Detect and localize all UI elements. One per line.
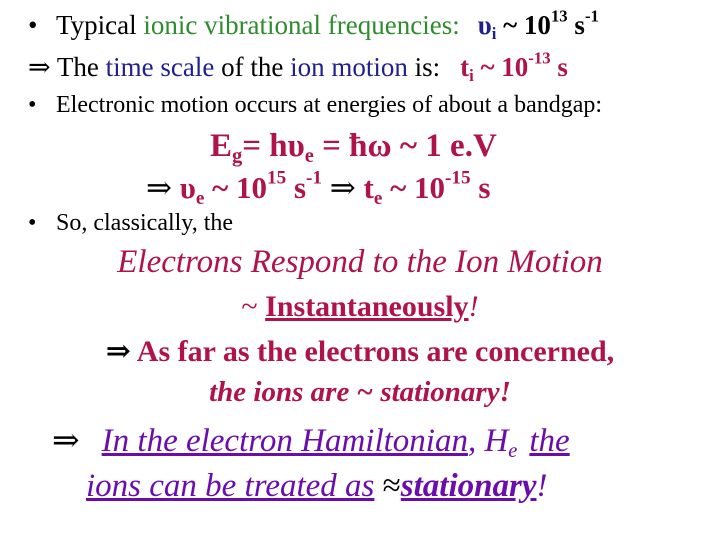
h-e-symbol: $H_e$ xyxy=(484,423,518,463)
implies-arrow: ⇒ xyxy=(105,335,131,368)
electrons-respond-heading: Electrons Respond to the Ion Motion xyxy=(117,244,603,280)
line4-text: So, classically, the xyxy=(56,210,234,236)
approx-symbol: ≈ xyxy=(382,468,401,504)
line3-text: Electronic motion occurs at energies of about a bandgap: xyxy=(56,92,603,118)
bullet-classically xyxy=(28,210,233,237)
hamiltonian-line: ⇒ In the electron Hamiltonian, $H_e$ the xyxy=(52,423,570,463)
electrons-concerned-line: ⇒ As far as the electrons are concerned, xyxy=(105,335,615,368)
stationary-word: stationary xyxy=(400,468,537,504)
implies-arrow: ⇒ xyxy=(28,52,51,82)
ti-value: $t_i$ ~ $10^{-13}$ s xyxy=(460,48,568,86)
instantaneously-word: Instantaneously xyxy=(265,290,469,323)
electron-time-equation: ⇒ $\upsilon_e$ ~ $10^{15}$ $s^{-1}$ ⇒ $t_e$ ~ $10^{-15}$ s xyxy=(146,167,491,209)
bullet: • xyxy=(28,10,38,40)
line2-post: is: xyxy=(407,52,441,82)
implies-arrow: ⇒ xyxy=(146,170,172,205)
implies-arrow: ⇒ xyxy=(52,423,80,459)
implies-time-scale xyxy=(28,48,568,86)
bullet: • xyxy=(28,210,37,236)
hamiltonian-phrase: In the electron Hamiltonian xyxy=(101,423,468,459)
nu-i-symbol: $\upsilon_i$ xyxy=(477,10,497,44)
line1-value: ~ $10^{13}$ $s^{-1}$ xyxy=(496,6,599,40)
bandgap-equation: $E_g= h\upsilon_e$ = ħω ~ 1 e.V xyxy=(210,128,497,168)
implies-arrow-2: ⇒ xyxy=(329,170,356,205)
treated-phrase: ions can be treated as xyxy=(86,468,375,504)
bullet: • xyxy=(28,92,37,118)
line2-mid: of the xyxy=(214,52,291,82)
instantaneously-line: ~ Instantaneously! xyxy=(241,290,479,323)
line2-pre: The xyxy=(50,52,106,82)
bullet-electronic-motion xyxy=(28,92,602,119)
ions-stationary-line: the ions are ~ stationary! xyxy=(209,376,511,408)
bullet-ionic-frequencies xyxy=(28,6,599,44)
line1-pre: Typical xyxy=(56,10,144,40)
line1-highlight: ionic vibrational frequencies: xyxy=(143,10,460,40)
ion-motion-highlight: ion motion xyxy=(290,52,408,82)
treated-stationary-line: ions can be treated as ≈stationary! xyxy=(86,468,548,504)
time-scale-highlight: time scale xyxy=(105,52,215,82)
